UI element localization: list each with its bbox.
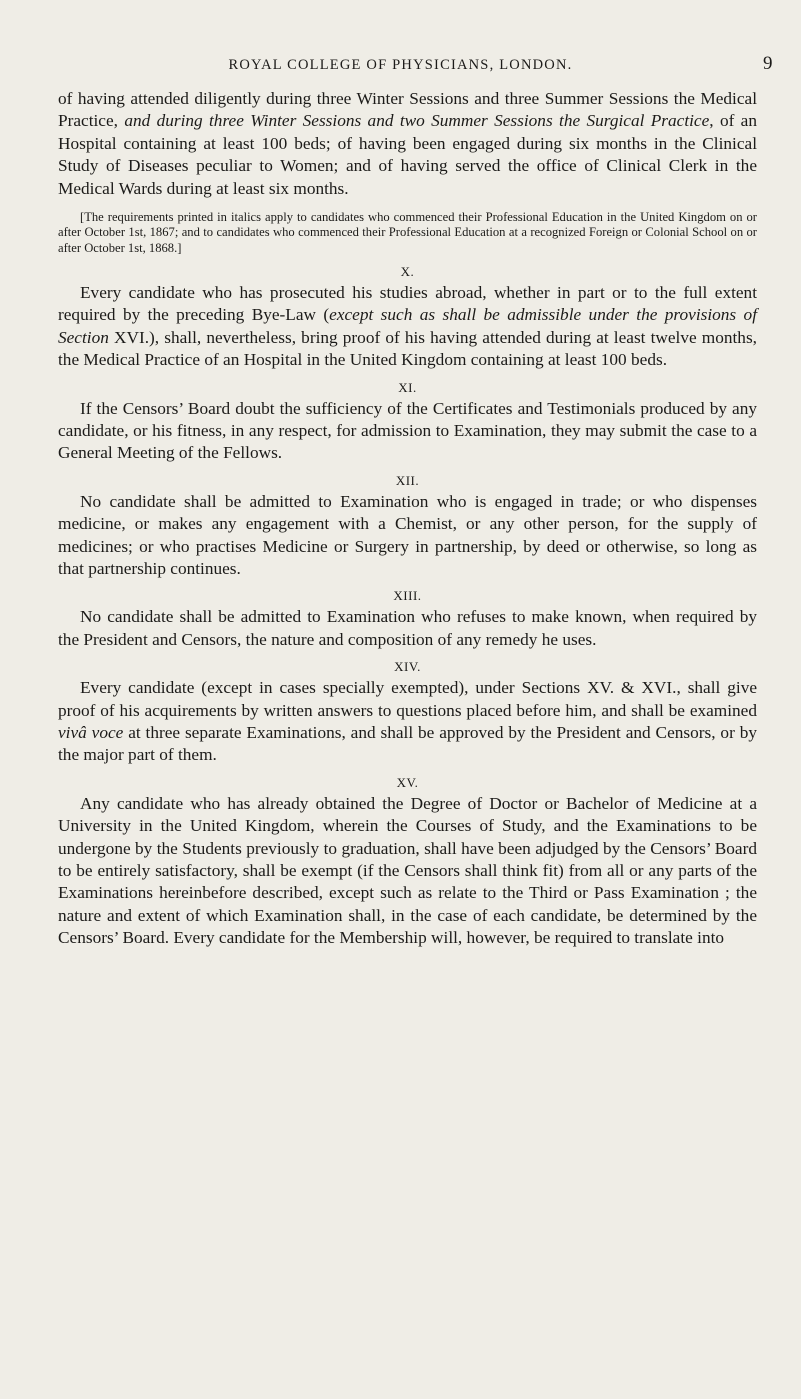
section-numeral: XI. bbox=[398, 379, 417, 395]
section-paragraph: No candidate shall be admitted to Examination who refuses to make known, when required by the President and Censors, the nature and composition of any remedy he uses. bbox=[58, 607, 757, 649]
section-paragraph: No candidate shall be admitted to Examination who is engaged in trade; or who dispenses medicine, or makes any engagement with a Chemist, or any other person, for the supply of medicines; or who practises Medicine or Surgery in partnership, by deed or otherwise, so long as that partnership continues. bbox=[58, 491, 757, 578]
section-numeral: XIII. bbox=[393, 588, 422, 604]
page-number: 9 bbox=[763, 53, 773, 74]
section-paragraph: Every candidate (except in cases specially exempted), under Sections XV. & XVI., shall give proof of his acquirements by written answers to questions placed before him, and shall be examined vivâ voce at three separate Examinations, and shall be approved by the President and Censors, or by the major part of them. bbox=[58, 678, 757, 765]
section-numeral: XIV. bbox=[394, 659, 421, 675]
italics-note: [The requirements printed in italics apply to candidates who commenced their Professional Education in the United Kingdom on or after October 1st, 1867; and to candidates who commenced their Professional Education at a recognized Foreign or Colonial School on or after October 1st, 1868.] bbox=[58, 210, 757, 255]
running-head: ROYAL COLLEGE OF PHYSICIANS, LONDON. bbox=[228, 57, 573, 73]
section-numeral: XV. bbox=[396, 774, 419, 790]
section-numeral: X. bbox=[400, 263, 415, 279]
section-paragraph: Every candidate who has prosecuted his studies abroad, whether in part or to the full extent required by the preceding Bye-Law (except such as shall be admissible under the provisions of Section XVI.), shall, nevertheless, bring proof of his having attended during at least twelve months, the Medical Practice of an Hospital in the United Kingdom containing at least 100 beds. bbox=[58, 282, 757, 370]
section-numeral: XII. bbox=[395, 472, 420, 488]
intro-paragraph: of having attended diligently during three Winter Sessions and three Summer Sessions the Medical Practice, and during three Winter Sessions and two Summer Sessions the Surgical Practice, of an Hospital containing at least 100 beds; of having been engaged during six months in the Clinical Study of Diseases peculiar to Women; and of having served the office of Clinical Clerk in the Medical Wards during at least six months. bbox=[58, 89, 757, 198]
section-paragraph: If the Censors’ Board doubt the sufficiency of the Certificates and Testimonials produced by any candidate, or his fitness, in any respect, for admission to Examination, they may submit the case to a General Meeting of the Fellows. bbox=[58, 398, 757, 463]
section-paragraph: Any candidate who has already obtained the Degree of Doctor or Bachelor of Medicine at a University in the United Kingdom, wherein the Courses of Study, and the Examinations to be undergone by the Students previously to graduation, shall have been adjudged by the Censors’ Board to be entirely satisfactory, shall be exempt (if the Censors shall think fit) from all or any parts of the Examinations hereinbefore described, except such as relate to the Third or Pass Examination ; the nature and extent of which Examination shall, in the case of each candidate, be determined by the Censors’ Board. Every candidate for the Membership will, however, be required to translate into bbox=[58, 793, 757, 948]
page-body bbox=[58, 88, 757, 950]
